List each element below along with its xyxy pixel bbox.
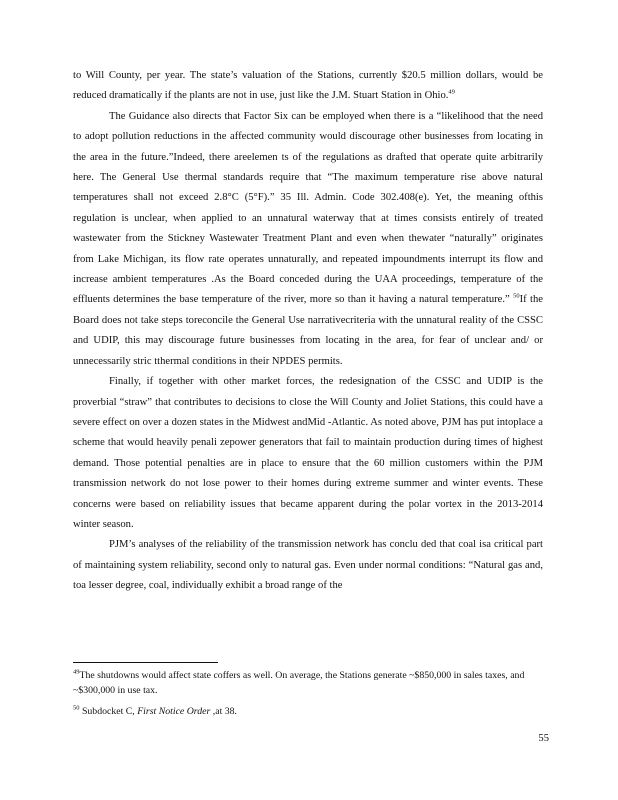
- paragraph-3: Finally, if together with other market forces, the redesignation of the CSSC and UDIP is the proverbial “straw” that contributes to decisions to close the Will County and Joliet Stations, this could have a severe effect on over a dozen states in the Midwest andMid -Atlantic. As noted above, PJM has put intoplace a scheme that would heavily penali zepower generators that fail to maintain production during times of highest demand. Those potential penalties are in place to ensure that the 60 million customers within the PJM transmission network do not lose power to their homes during extreme summer and winter events. These concerns were based on reliability issues that became apparent during the polar vortex in the 2013-2014 winter season.: [73, 376, 543, 530]
- footnote-separator: [73, 662, 218, 663]
- footnote-50: $^{50}$ Subdocket C, First Notice Order ,at 38.: [73, 704, 237, 717]
- paragraph-4: PJM’s analyses of the reliability of the transmission network has conclu ded that coal isa critical part of maintaining system reliability, second only to natural gas. Even under normal conditions: “Natural gas and, toa lesser degree, coal, individually exhibit a broad range of the: [73, 539, 543, 592]
- footnote-49: $^{49}$The shutdowns would affect state coffers as well. On average, the Stations generate ~$850,000 in sales taxes, and ~$300,000 in use tax.: [73, 668, 525, 696]
- paragraph-1: to Will County, per year. The state’s valuation of the Stations, currently $20.5 million dollars, would be reduced dramatically if the plants are not in use, just like the J.M. Stuart Station in Ohio.$^{49}$: [73, 70, 543, 102]
- paragraph-2: The Guidance also directs that Factor Six can be employed when there is a “likelihood that the need to adopt pollution reductions in the affected community would discourage other businesses from locating in the area in the future.”Indeed, there areelemen ts of the regulations as drafted that operate quite arbitrarily here. The General Use thermal standards require that “The maximum temperature rise above natural temperatures shall not exceed 2.8°C (5°F).” 35 Ill. Admin. Code 302.408(e). Yet, the meaning ofthis regulation is unclear, when applied to an unnatural waterway that at times consists entirely of treated wastewater from the Stickney Wastewater Treatment Plant and even when thewater “naturally” originates from Lake Michigan, its flow rate operates unnaturally, and repeated impoundments interrupt its flow and increase ambient temperatures .As the Board conceded during the UAA proceedings, temperature of the effluents determines the base temperature of the river, more so than it having a natural temperature.” $^{50}$If the Board does not take steps toreconcile the General Use narrativecriteria with the unnatural reality of the CSSC and UDIP, this may discourage future businesses from locating in the area, for fear of unclear and/ or unnecessarily stric tthermal conditions in their NPDES permits.: [73, 110, 543, 367]
- footnote-ref-50: 50: [513, 292, 520, 300]
- footnotes: [73, 668, 543, 725]
- page-number: 55: [538, 733, 549, 744]
- footnote-ref-49: 49: [448, 88, 455, 96]
- body-text: [73, 66, 543, 597]
